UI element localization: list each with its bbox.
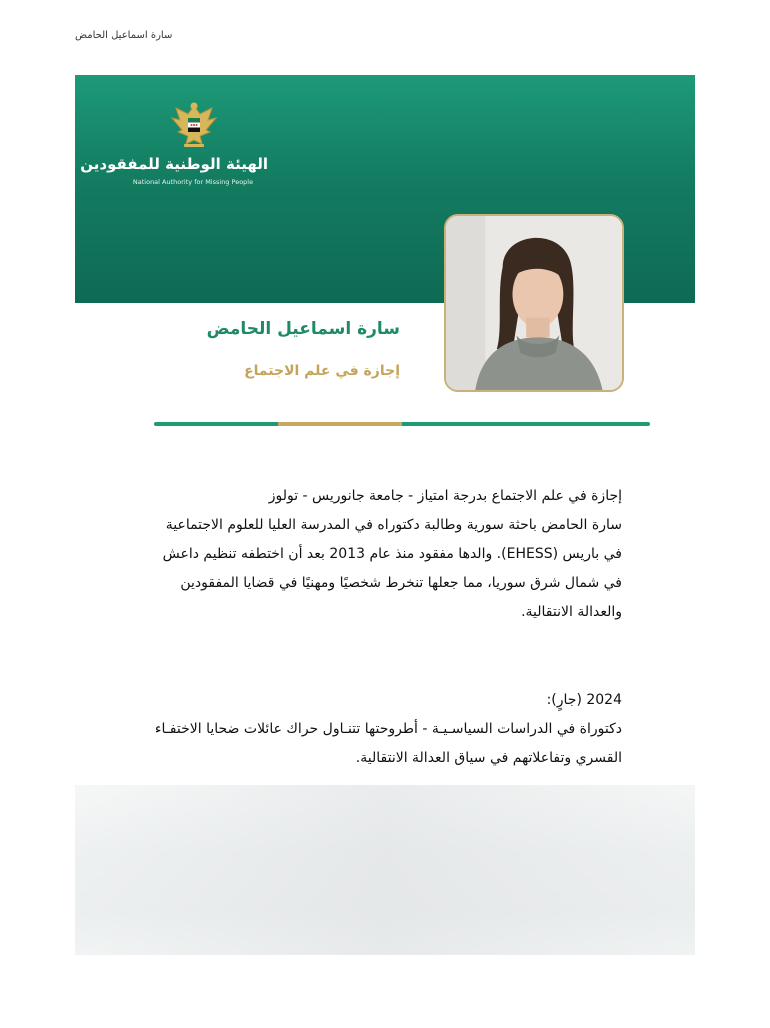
logo-arabic-name: الهيئة الوطنية للمفقودين <box>80 155 268 173</box>
timeline-description: دكتوراة في الدراسات السياسـيـة - أطروحتها تتنـاول حراك عائلات ضحايا الاختفـاء القسري وتفاعلاتهم في سياق العدالة الانتقالية. <box>154 721 622 766</box>
bio-section <box>150 482 622 627</box>
section-divider <box>154 422 650 426</box>
logo-english-name: National Authority for Missing People <box>132 178 254 186</box>
running-header: سارة اسماعيل الحامض <box>75 30 173 41</box>
profile-photo <box>444 214 624 392</box>
bio-paragraph: سارة الحامض باحثة سورية وطالبة دكتوراه في المدرسة العليا للعلوم الاجتماعية في باريس (EHESS). والدها مفقود منذ عام 2013 بعد أن اختطفه تنظيم داعش في شمال شرق سوريا، مما جعلها تنخرط شخصيًا ومهنيًا في قضايا المفقودين والعدالة الانتقالية. <box>162 517 622 620</box>
bio-degree-line: إجازة في علم الاجتماع بدرجة امتياز - جامعة جانوريس - تولوز <box>268 488 622 504</box>
footer-fade <box>75 785 695 955</box>
eagle-emblem-icon <box>168 100 220 150</box>
authority-logo <box>80 100 268 195</box>
timeline-section <box>150 686 622 773</box>
timeline-period: 2024 (جارٍ): <box>546 692 622 708</box>
person-degree: إجازة في علم الاجتماع <box>244 363 400 379</box>
person-portrait-icon <box>446 216 622 390</box>
person-name: سارة اسماعيل الحامض <box>206 319 400 339</box>
